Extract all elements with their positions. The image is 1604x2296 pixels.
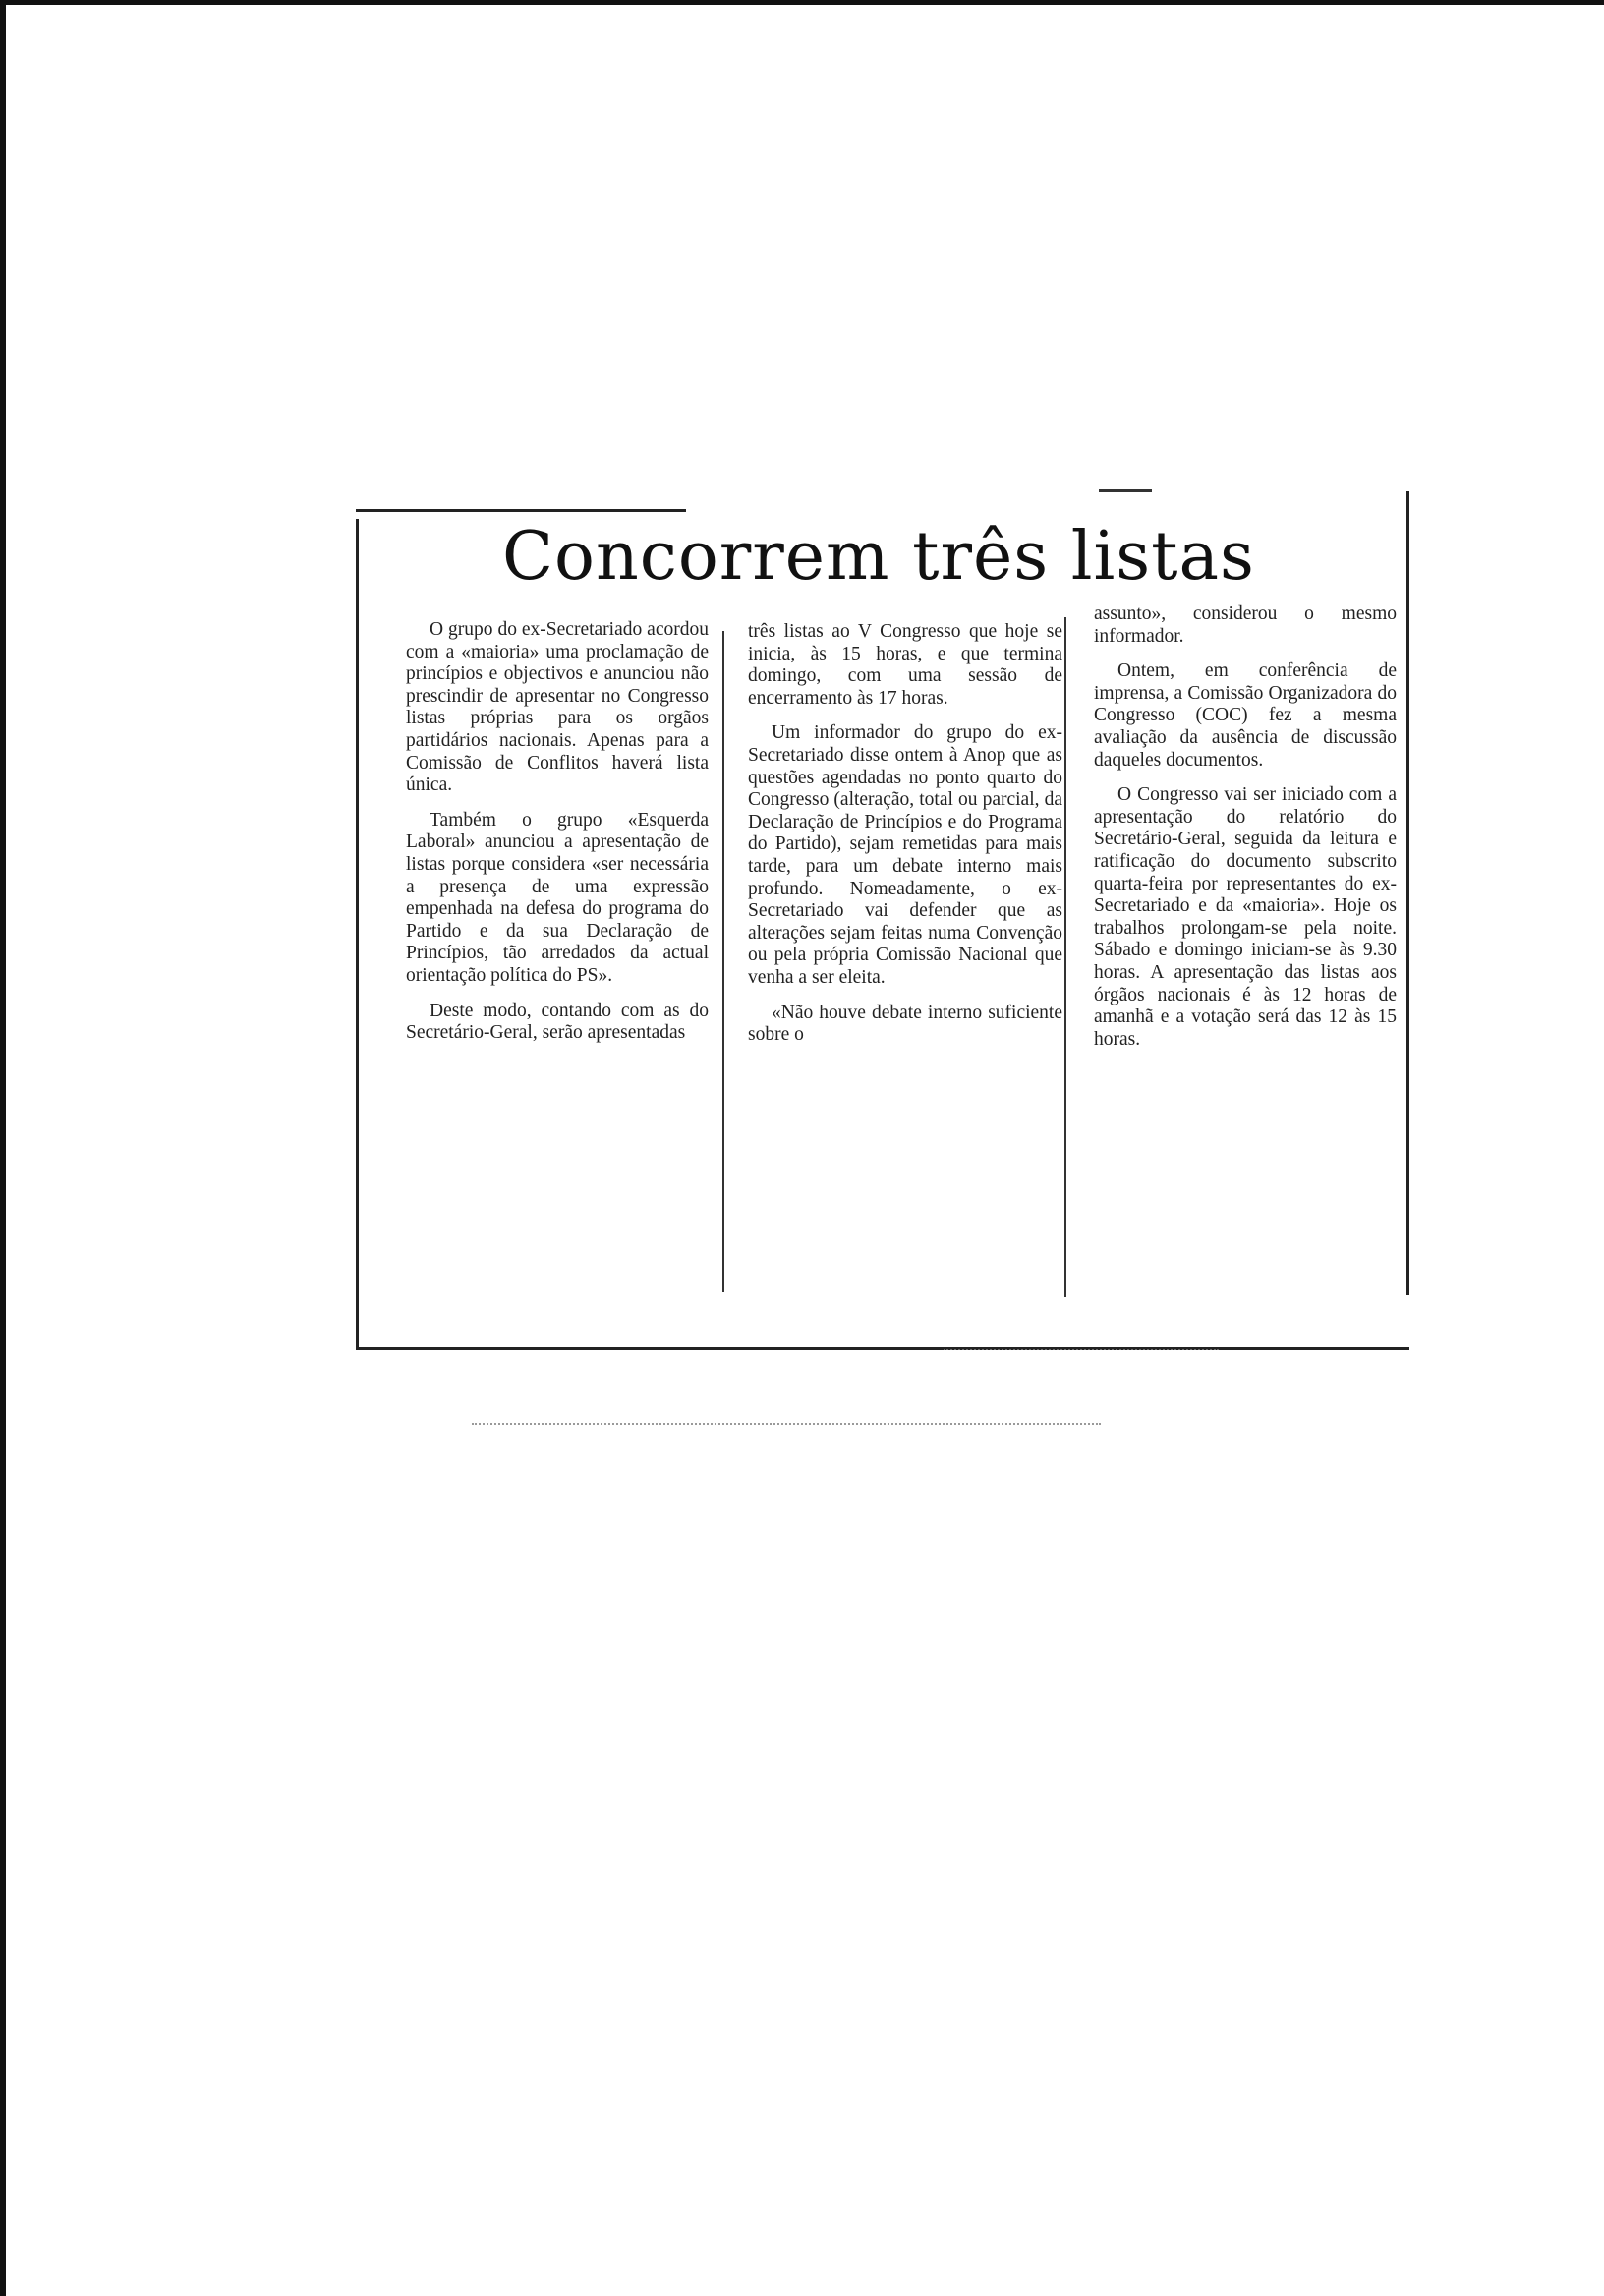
article-paragraph: Um informador do grupo do ex-Secretariado disse ontem à Anop que as questões agendadas no ponto quarto do Congresso (alteração, total ou parcial, da Declaração de Princípios e do Programa do Partido), sejam remetidas para mais tarde, para um debate interno mais profundo. Nomeadamente, o ex-Secretariado vai defender que as alterações sejam feitas numa Convenção ou pela própria Comissão Nacional que venha a ser eleita.: [748, 722, 1062, 988]
scan-edge-top: [0, 0, 1604, 5]
scan-speckle: [472, 1423, 1101, 1427]
article-paragraph: «Não houve debate interno suficiente sobre o: [748, 1002, 1062, 1046]
column-divider: [1064, 617, 1066, 1297]
column-divider: [722, 631, 724, 1292]
scan-edge-left: [0, 0, 6, 2296]
article-paragraph: O grupo do ex-Secretariado acordou com a «maioria» uma proclamação de princípios e objectivos e anunciou não prescindir de apresentar no Congresso listas próprias para os orgãos partidários nacionais. Apenas para a Comissão de Conflitos haverá lista única.: [406, 619, 709, 796]
clipping-top-rule: [356, 509, 686, 512]
article-column-1: [406, 619, 709, 1058]
article-paragraph: Deste modo, contando com as do Secretário-Geral, serão apresentadas: [406, 1000, 709, 1044]
article-column-3: [1094, 603, 1397, 1063]
article-paragraph: Também o grupo «Esquerda Laboral» anunciou a apresentação de listas porque considera «ser necessária a presença de uma expressão empenhada na defesa do programa do Partido e da sua Declaração de Princípios, tão arredados da actual orientação política do PS».: [406, 809, 709, 986]
article-column-2: [748, 621, 1062, 1060]
article-paragraph: O Congresso vai ser iniciado com a apresentação do relatório do Secretário-Geral, seguida da leitura e ratificação do documento subscrito quarta-feira por representantes do ex-Secretariado e da «maioria». Hoje os trabalhos prolongam-se pela noite. Sábado e domingo iniciam-se às 9.30 horas. A apresentação das listas aos órgãos nacionais é às 12 horas de amanhã e a votação será das 12 às 15 horas.: [1094, 784, 1397, 1050]
article-headline: Concorrem três listas: [502, 518, 1255, 596]
article-paragraph: três listas ao V Congresso que hoje se inicia, às 15 horas, e que termina domingo, com uma sessão de encerramento às 17 horas.: [748, 621, 1062, 709]
article-paragraph: assunto», considerou o mesmo informador.: [1094, 603, 1397, 647]
clipping-right-rule: [1406, 491, 1409, 1295]
article-paragraph: Ontem, em conferência de imprensa, a Comissão Organizadora do Congresso (COC) fez a mesma avaliação da ausência de discussão daqueles documentos.: [1094, 660, 1397, 771]
newspaper-clipping: [356, 519, 1409, 1350]
scan-speckle: [944, 1349, 1219, 1352]
clipping-dash-mark: [1099, 489, 1152, 492]
